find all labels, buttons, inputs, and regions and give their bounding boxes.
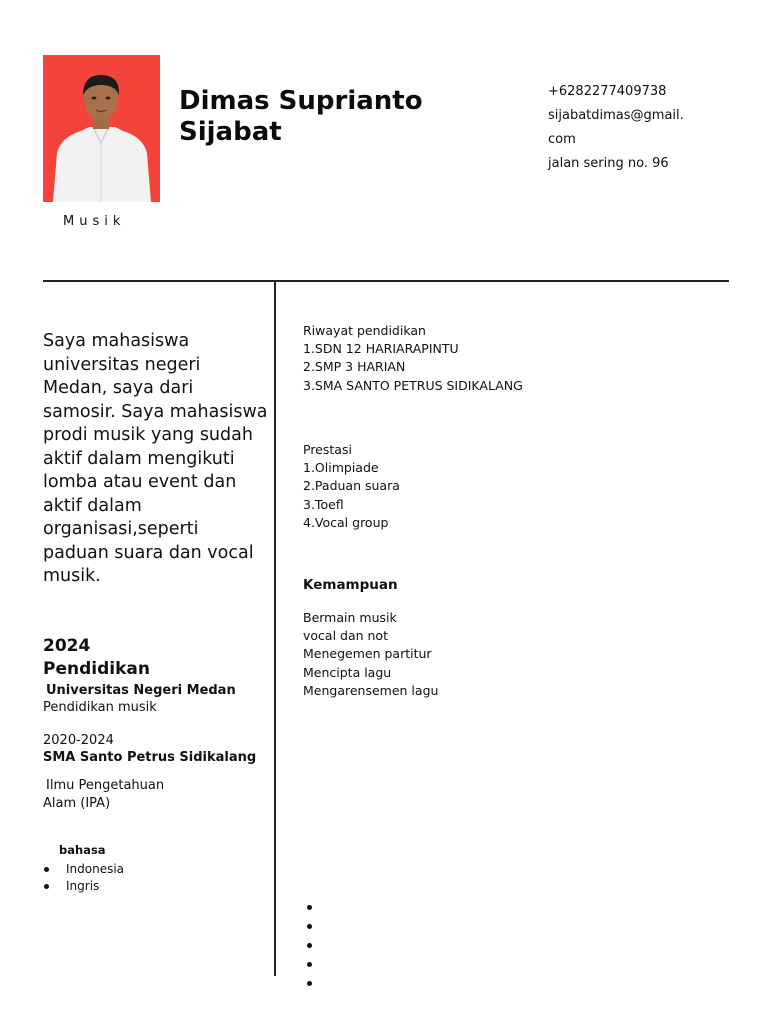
- university-major: Pendidikan musik: [43, 700, 157, 715]
- name-line-1: Dimas Suprianto: [179, 86, 423, 116]
- education-heading: Pendidikan: [43, 659, 150, 679]
- list-item: 2.SMP 3 HARIAN: [303, 359, 406, 375]
- bullet-icon: [44, 867, 49, 872]
- list-item: Mengarensemen lagu: [303, 682, 439, 698]
- list-item: Mencipta lagu: [303, 664, 392, 680]
- languages-list: [44, 861, 124, 895]
- university-name: Universitas Negeri Medan: [46, 683, 236, 698]
- list-item: [44, 878, 124, 895]
- school-major-line-1: Ilmu Pengetahuan: [46, 778, 165, 793]
- profile-photo: [43, 55, 160, 202]
- contact-block: [548, 80, 738, 176]
- email-line-2: com: [548, 132, 576, 147]
- email-line-1: sijabatdimas@gmail.: [548, 108, 684, 123]
- vertical-divider: [274, 282, 276, 976]
- education-history-title: Riwayat pendidikan: [303, 323, 426, 338]
- school-major: [43, 777, 246, 813]
- person-portrait-icon: [43, 55, 160, 202]
- bullet-icon: [307, 981, 312, 986]
- empty-bullet-list: [307, 905, 312, 1000]
- bullet-icon: [307, 962, 312, 967]
- education-year: 2024: [43, 636, 91, 656]
- languages-title: bahasa: [59, 843, 106, 857]
- about-paragraph: Saya mahasiswa universitas negeri Medan, saya dari samosir. Saya mahasiswa prodi musik yang sudah aktif dalam mengikuti lomba atau event dan aktif dalam organisasi,seperti paduan suara dan vocal musik.: [43, 331, 268, 586]
- education-history: [303, 322, 523, 395]
- bullet-icon: [44, 884, 49, 889]
- full-name: [179, 86, 479, 148]
- language-item: Indonesia: [66, 862, 125, 876]
- list-item: Bermain musik: [303, 610, 397, 625]
- list-item: 1.SDN 12 HARIARAPINTU: [303, 341, 459, 357]
- school-major-line-2: Alam (IPA): [43, 796, 111, 811]
- list-item: 3.Toefl: [303, 496, 344, 512]
- achievements-title: Prestasi: [303, 442, 352, 457]
- list-item: Menegemen partitur: [303, 646, 432, 662]
- list-item: 4.Vocal group: [303, 514, 389, 530]
- language-item: Ingris: [66, 879, 100, 893]
- bullet-icon: [307, 905, 312, 910]
- skills-list: [303, 609, 438, 700]
- role-label: Musik: [63, 214, 126, 229]
- school-years: 2020-2024: [43, 733, 114, 748]
- horizontal-divider: [43, 280, 729, 282]
- phone-number: +6282277409738: [548, 84, 667, 99]
- list-item: vocal dan not: [303, 628, 388, 644]
- list-item: [44, 861, 124, 878]
- bullet-icon: [307, 924, 312, 929]
- skills-title: Kemampuan: [303, 577, 398, 593]
- list-item: 2.Paduan suara: [303, 478, 400, 494]
- school-name: SMA Santo Petrus Sidikalang: [43, 750, 257, 765]
- list-item: 3.SMA SANTO PETRUS SIDIKALANG: [303, 377, 523, 393]
- address: jalan sering no. 96: [548, 156, 669, 171]
- bullet-icon: [307, 943, 312, 948]
- list-item: 1.Olimpiade: [303, 460, 379, 476]
- achievements: [303, 441, 400, 532]
- name-line-2: Sijabat: [179, 117, 282, 147]
